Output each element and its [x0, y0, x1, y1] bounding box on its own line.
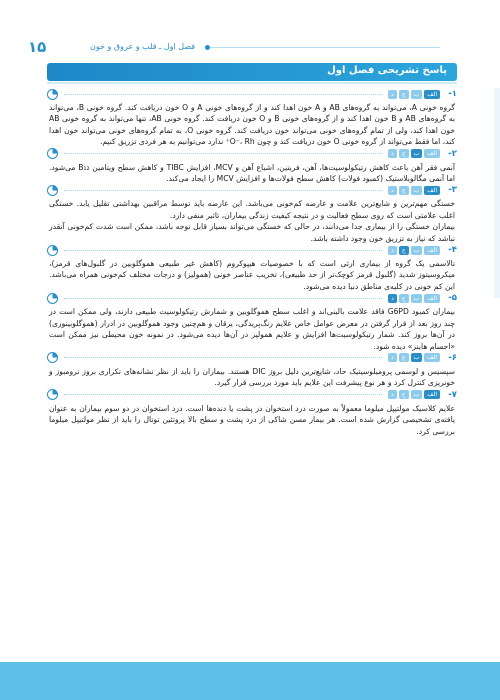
answer-head [47, 88, 457, 100]
choice-tag-a: الف [424, 149, 440, 158]
choice-tags [388, 246, 440, 255]
choice-tag-c: ج [399, 186, 409, 195]
choice-tag-c: ج [399, 246, 409, 255]
choice-tag-d: د [388, 246, 397, 255]
difficulty-pie-icon [47, 89, 58, 100]
answer-number: ۵- [448, 293, 457, 304]
choice-tag-a: الف [424, 353, 440, 362]
choice-tag-b: ب [411, 294, 423, 303]
choice-tag-d: د [388, 353, 397, 362]
answer-item [47, 292, 457, 352]
choice-tag-c: ج [399, 390, 409, 399]
difficulty-pie-icon [47, 185, 58, 196]
answer-item [47, 88, 457, 148]
answer-head [47, 244, 457, 256]
answer-text [47, 198, 457, 244]
choice-tag-a: الف [424, 294, 440, 303]
answer-text [47, 258, 457, 292]
page-header [0, 36, 500, 58]
choice-tags [388, 353, 440, 362]
difficulty-pie-icon [47, 293, 58, 304]
page-number: ۱۵ [28, 38, 47, 56]
choice-tag-c: ج [399, 149, 409, 158]
section-underline [47, 82, 457, 84]
dotted-divider [64, 190, 382, 191]
answer-paragraph: بیماران کمبود G6PD فاقد علامت بالینی‌اند و اغلب سطح هموگلوبین و شمارش رتیکولوسیت طبیعی دارند، ولی ممکن است در چند روز بعد از قرار گرفتن در معرض عوامل خاص علایم رنگ‌پریدگی، یرقان و هم‌چنین وجود هموگلوبین در ادرار (هموگلوبینوری) در آن‌ها بروز کند. شمار رتیکولوسیت‌ها افزایش و علایم همولیز در آن‌ها دیده می‌شود. در نمونه خون محیطی نیز ممکن است «اجسام هاینز» دیده شود. [49, 307, 455, 351]
answer-item [47, 148, 457, 185]
answer-paragraph: آنمی فقر آهن باعث کاهش رتیکولوسیت‌ها، آهن، فریتین، اشباع آهن و MCV، افزایش TIBC و کاهش سطح ویتامین B₁₂ می‌شود. اما آنمی مگالوبلاستیک (کمبود فولات) کاهش سطح فولات‌ها و افزایش MCV را ایجاد می‌کند. [49, 162, 455, 184]
answer-number: ۲- [448, 148, 457, 159]
answer-paragraph: علایم کلاسیک مولتیپل میلوما معمولاً به صورت درد استخوان در پشت یا دنده‌ها است. درد استخوان در دو سوم بیماران به عنوان یافته‌ی تشخیصی گزارش شده است. هر بیمار مسن شاکی از درد پشت و سطح بالا پروتئین توتال را باید از نظر مولتیپل میلوما بررسی کرد. [49, 403, 455, 436]
answer-head [47, 292, 457, 304]
answer-paragraph: خستگی مهم‌ترین و شایع‌ترین علامت و عارضه کم‌خونی می‌باشد. این عارضه باید توسط مراقبین بهداشتی تقلیل یابد. خستگی اغلب علامتی است که روی سطح فعالیت و در نتیجه کیفیت زندگی بیماران، تاثیر منفی دارد. [49, 199, 455, 220]
choice-tag-d: د [388, 186, 397, 195]
difficulty-pie-icon [47, 245, 58, 256]
answer-number: ۴- [448, 245, 457, 256]
answers-list [47, 88, 457, 437]
answer-number: ۶- [448, 352, 457, 363]
difficulty-pie-icon [47, 389, 58, 400]
bottom-bar [0, 662, 500, 700]
header-line [210, 47, 440, 48]
section-banner [47, 63, 457, 81]
choice-tags [388, 90, 440, 99]
choice-tag-b: ب [411, 186, 423, 195]
answer-text [47, 162, 457, 185]
choice-tag-d: د [388, 390, 397, 399]
answer-item [47, 244, 457, 292]
choice-tags [388, 149, 440, 158]
choice-tag-b: ب [411, 390, 423, 399]
choice-tag-b: ب [411, 149, 423, 158]
dotted-divider [64, 357, 382, 358]
choice-tag-c: ج [399, 353, 409, 362]
answer-item [47, 389, 457, 437]
dotted-divider [64, 153, 382, 154]
choice-tag-c: ج [399, 294, 409, 303]
answer-number: ۱- [448, 89, 457, 99]
answer-text [47, 366, 457, 389]
side-tab [494, 88, 500, 298]
choice-tags [388, 390, 440, 399]
difficulty-pie-icon [47, 148, 58, 159]
choice-tag-d: د [388, 149, 397, 158]
choice-tag-c: ج [399, 90, 409, 99]
difficulty-pie-icon [47, 352, 58, 363]
answer-head [47, 352, 457, 364]
answer-item [47, 184, 457, 244]
dotted-divider [64, 394, 382, 395]
answer-head [47, 148, 457, 160]
choice-tag-a: الف [424, 390, 440, 399]
answer-number: ۳- [448, 185, 457, 196]
answer-paragraph: تالاسمی یک گروه از بیماری ارثی است که با خصوصیات هیپوکروم (کاهش غیر طبیعی هموگلوبین در گلبول‌های قرمز)، میکروسیتوز شدید (گلبول قرمز کوچک‌تر از حد طبیعی)، تخریب عناصر خونی (همولیز) و درجات مختلف کم‌خونی همراه می‌باشد. این کم خونی در کلیه‌ی مناطق دنیا دیده می‌شود. [49, 259, 455, 291]
choice-tags [388, 294, 440, 303]
answer-item [47, 352, 457, 389]
answer-head [47, 389, 457, 401]
answer-text [47, 403, 457, 437]
answer-text [47, 306, 457, 352]
dotted-divider [64, 250, 382, 251]
choice-tag-b: ب [411, 90, 423, 99]
answer-paragraph: بیماران خستگی را از بیماری جدا می‌دانند، در حالی که خستگی می‌تواند بسیار قابل توجه باشد، ممکن است شدت کم‌خونی آنقدر نباشد که نیاز به تزریق خون وجود داشته باشد. [49, 222, 455, 243]
answer-paragraph: سپسیس و لوسمی پرومیلوسیتیک حاد، شایع‌ترین دلیل بروز DIC هستند. بیماران را باید از نظر نشانه‌های تکراری بروز ترومبوز و خونریزی کنترل کرد و هر نوع پیشرفت این علایم باید مورد بررسی قرار گیرد. [49, 366, 456, 388]
choice-tag-d: د [388, 294, 397, 303]
answer-paragraph: گروه خونی A، می‌تواند به گروه‌های AB و A خون اهدا کند و از گروه‌های خونی A و O خون دریافت کند. گروه خونی B، می‌تواند به گروه‌های AB و B خون اهدا کند و از گروه‌های خونی B و O خون دریافت کند. گروه خونی AB، تنها می‌تواند به گروه خونی AB خون اهدا کند، ولی از تمام گروه‌های خونی می‌تواند خون دریافت کند. گروه خونی O، به تمام گروه‌های خونی می‌تواند خون اهدا کند، اما فقط می‌تواند از گروه خونی O خون دریافت کند و چون O⁻، Rh⁺ ندارد می‌توانیم به هر فردی تزریق کنیم. [49, 103, 456, 147]
answer-number: ۷- [448, 389, 457, 400]
choice-tag-b: ب [411, 353, 423, 362]
choice-tag-b: ب [411, 246, 423, 255]
choice-tag-a: الف [424, 90, 440, 99]
answer-text [47, 102, 457, 148]
choice-tag-a: الف [424, 186, 440, 195]
dotted-divider [64, 298, 382, 299]
choice-tags [388, 186, 440, 195]
choice-tag-a: الف [424, 246, 440, 255]
running-head: فصل اول ـ قلب و عروق و خون [90, 42, 196, 51]
section-title: پاسخ تشریحی فصل اول [327, 65, 447, 76]
dotted-divider [64, 94, 382, 95]
choice-tag-d: د [388, 90, 397, 99]
answer-head [47, 184, 457, 196]
